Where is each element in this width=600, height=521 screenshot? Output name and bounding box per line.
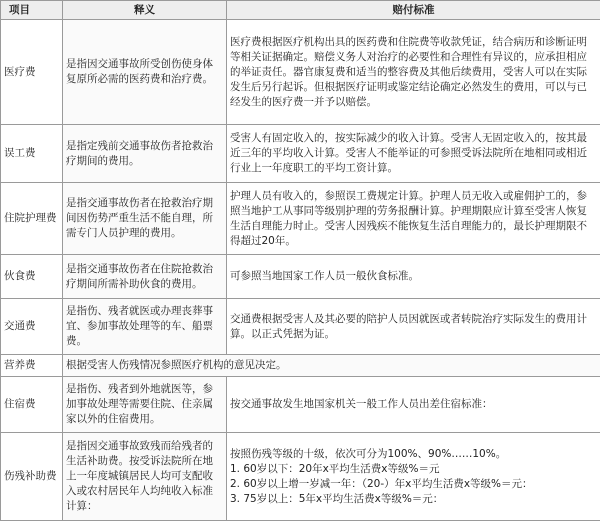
row-item: 营养费 <box>1 355 63 377</box>
table-row <box>1 125 600 183</box>
row-item: 住院护理费 <box>1 183 63 255</box>
table-row <box>1 183 600 255</box>
row-item: 误工费 <box>1 125 63 183</box>
row-definition: 是指伤、残者到外地就医等，参加事故处理等需要住院、住亲属家以外的住宿费用。 <box>63 377 227 433</box>
table-row <box>1 255 600 299</box>
row-definition: 是指交通事故伤者在住院抢救治疗期间所需补助伙食的费用。 <box>63 255 227 299</box>
row-definition: 是指因交通事故所受创伤使身体复原所必需的医药费和治疗费。 <box>63 20 227 125</box>
row-item: 交通费 <box>1 299 63 355</box>
standard-text: 交通费根据受害人及其必要的陪护人员因就医或者转院治疗实际发生的费用计算。以正式凭据为证。 <box>230 312 597 342</box>
standard-text: 按交通事故发生地国家机关一般工作人员出差住宿标准： <box>230 397 597 412</box>
table-row <box>1 20 600 125</box>
row-definition: 是指交通事故伤者在抢救治疗期间因伤势严重生活不能自理，所需专门人员护理的费用。 <box>63 183 227 255</box>
table-row <box>1 433 600 521</box>
formula-line: 1. 60岁以下：20年x平均生活费x等级%＝元 <box>230 462 597 477</box>
row-item: 伤残补助费 <box>1 433 63 521</box>
standard-text: 按照伤残等级的十级，依次可分为100%、90%……10%。 <box>230 447 597 462</box>
formula-line: 3. 75岁以上：5年x平均生活费x等级%＝元： <box>230 492 597 507</box>
row-definition: 是指因交通事故致残而给残者的生活补助费。按受诉法院所在地上一年度城镇居民人均可支配收入或农村居民年人均纯收入标准计算： <box>63 433 227 521</box>
standard-text: 护理人员有收入的，参照误工费规定计算。护理人员无收入或雇佣护工的，参照当地护工从事同等级别护理的劳务报酬计算。护理期限应计算至受害人恢复生活自理能力时止。受害人因残疾不能恢复生活自理能力的，最长护理期限不得超过20年。 <box>230 189 597 249</box>
row-item: 住宿费 <box>1 377 63 433</box>
row-definition: 是指伤、残者就医或办理丧葬事宜、参加事故处理等的车、船票费。 <box>63 299 227 355</box>
table-row <box>1 377 600 433</box>
row-definition: 是指定残前交通事故伤者抢救治疗期间的费用。 <box>63 125 227 183</box>
table-row <box>1 299 600 355</box>
row-standard <box>227 377 600 433</box>
table-row <box>1 355 600 377</box>
header-item: 项目 <box>1 1 63 20</box>
row-item: 伙食费 <box>1 255 63 299</box>
formula-line: 2. 60岁以上增一岁减一年：（20-）年x平均生活费x等级%＝元： <box>230 477 597 492</box>
standard-text: 可参照当地国家工作人员一般伙食标准。 <box>230 269 597 284</box>
row-standard <box>227 299 600 355</box>
row-standard <box>227 20 600 125</box>
row-definition: 根据受害人伤残情况参照医疗机构的意见决定。 <box>63 355 600 377</box>
row-standard <box>227 125 600 183</box>
row-item: 医疗费 <box>1 20 63 125</box>
row-standard <box>227 433 600 521</box>
header-definition: 释义 <box>63 1 227 20</box>
table-header-row <box>1 1 600 20</box>
standard-text: 医疗费根据医疗机构出具的医药费和住院费等收款凭证，结合病历和诊断证明等相关证据确定。赔偿义务人对治疗的必要性和合理性有异议的，应承担相应的举证责任。器官康复费和适当的整容费及其他后续费用，受害人可以在实际发生后另行起诉。但根据医疗证明或鉴定结论确定必然发生的费用，可以与已经发生的医疗费一并予以赔偿。 <box>230 35 597 110</box>
header-standard: 赔付标准 <box>227 1 600 20</box>
standard-text: 受害人有固定收入的，按实际减少的收入计算。受害人无固定收入的，按其最近三年的平均收入计算。受害人不能举证的可参照受诉法院所在地相同或相近行业上一年度职工的平均工资计算。 <box>230 131 597 176</box>
row-standard <box>227 183 600 255</box>
row-standard <box>227 255 600 299</box>
